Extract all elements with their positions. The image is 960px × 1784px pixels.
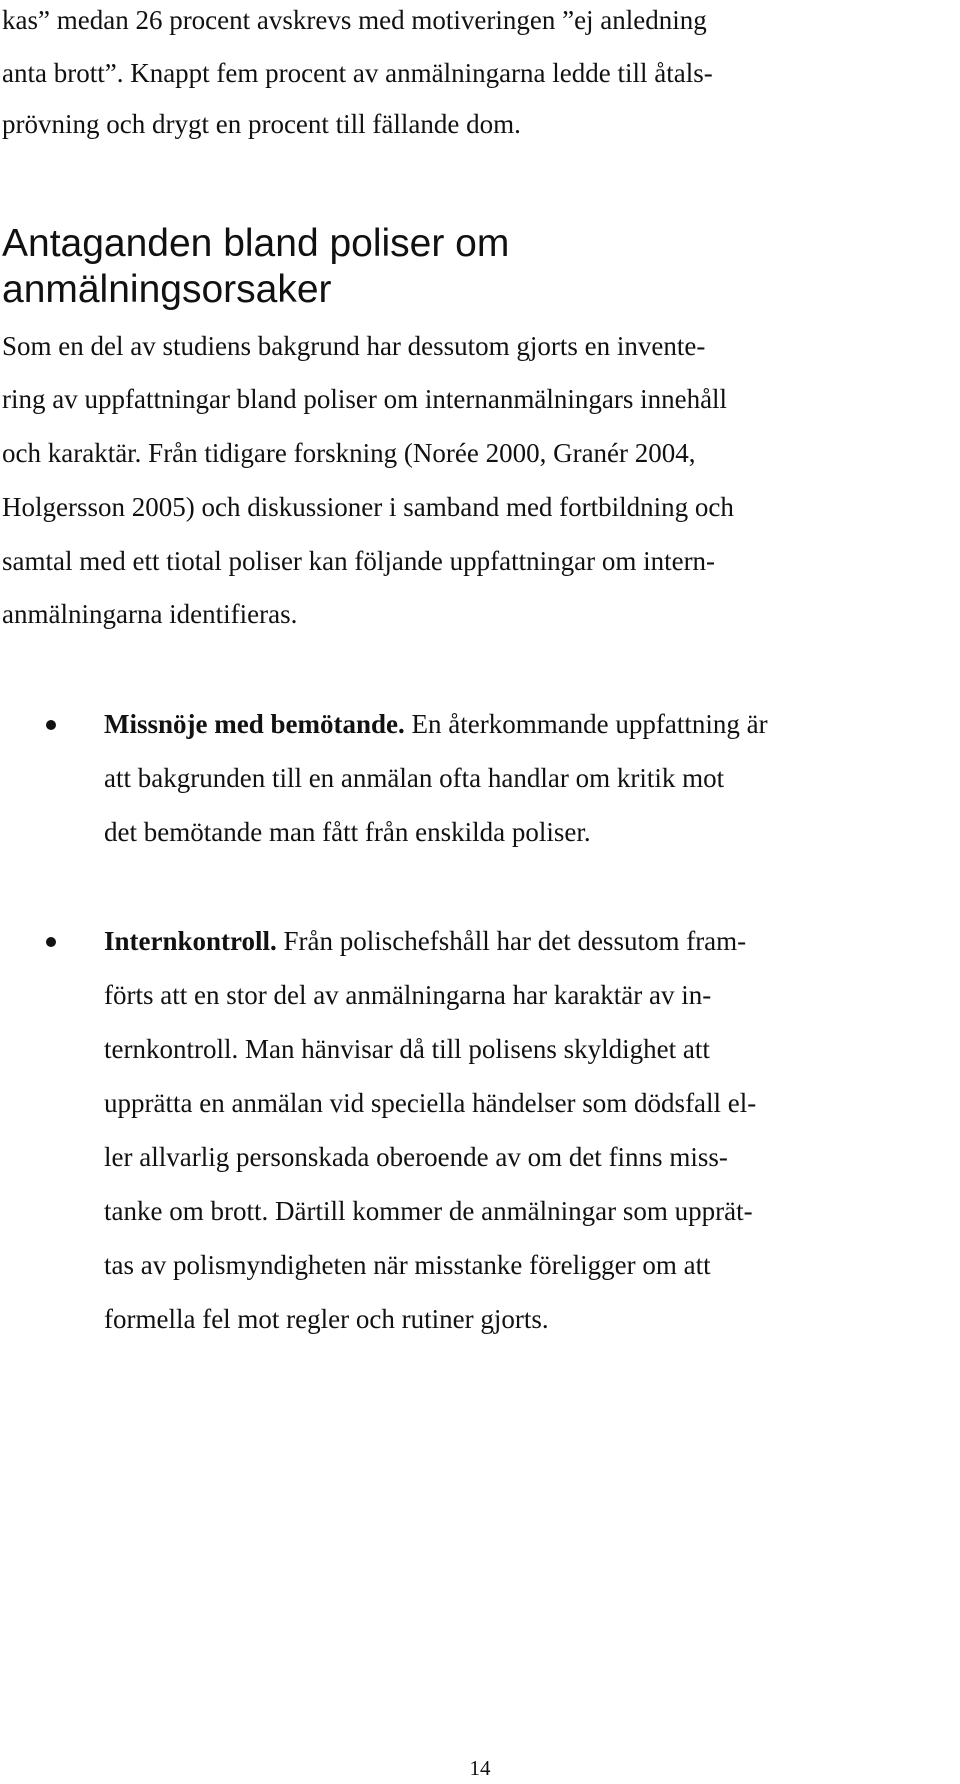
bullet-line: förts att en stor del av anmälningarna har karaktär av in- bbox=[104, 980, 712, 1010]
bullet-text: En återkommande uppfattning är bbox=[404, 709, 768, 739]
intro-line: kas” medan 26 procent avskrevs med motiveringen ”ej anledning bbox=[2, 5, 707, 35]
bullet-icon bbox=[46, 720, 56, 730]
bullet-icon bbox=[46, 937, 56, 947]
bullet-first-line bbox=[104, 925, 746, 957]
bullet-line: tas av polismyndigheten när misstanke föreligger om att bbox=[104, 1250, 711, 1280]
intro-line: prövning och drygt en procent till fällande dom. bbox=[2, 109, 521, 139]
bullet-line: det bemötande man fått från enskilda poliser. bbox=[104, 817, 591, 847]
body-line: samtal med ett tiotal poliser kan följande uppfattningar om intern- bbox=[2, 546, 716, 576]
bullet-text: Från polischefshåll har det dessutom fram- bbox=[276, 926, 747, 956]
body-line: Holgersson 2005) och diskussioner i samband med fortbildning och bbox=[2, 492, 734, 522]
bullet-line: tanke om brott. Därtill kommer de anmälningar som upprät- bbox=[104, 1196, 753, 1226]
bullet-line: upprätta en anmälan vid speciella händelser som dödsfall el- bbox=[104, 1088, 757, 1118]
page-number: 14 bbox=[469, 1756, 491, 1780]
bullet-first-line bbox=[104, 708, 768, 740]
bullet-term: Missnöje med bemötande. bbox=[104, 709, 405, 739]
bullet-term: Internkontroll. bbox=[104, 926, 277, 956]
section-heading-line: Antaganden bland poliser om bbox=[2, 222, 510, 265]
bullet-line: att bakgrunden till en anmälan ofta handlar om kritik mot bbox=[104, 763, 725, 793]
bullet-line: ternkontroll. Man hänvisar då till polisens skyldighet att bbox=[104, 1034, 710, 1064]
body-line: och karaktär. Från tidigare forskning (Norée 2000, Granér 2004, bbox=[2, 438, 696, 468]
bullet-line: ler allvarlig personskada oberoende av om det finns miss- bbox=[104, 1142, 728, 1172]
intro-line: anta brott”. Knappt fem procent av anmälningarna ledde till åtals- bbox=[2, 58, 713, 88]
section-heading-line: anmälningsorsaker bbox=[2, 268, 332, 311]
body-line: ring av uppfattningar bland poliser om internanmälningars innehåll bbox=[2, 384, 728, 414]
body-line: Som en del av studiens bakgrund har dessutom gjorts en invente- bbox=[2, 331, 706, 361]
body-line: anmälningarna identifieras. bbox=[2, 599, 298, 629]
bullet-line: formella fel mot regler och rutiner gjorts. bbox=[104, 1304, 549, 1334]
